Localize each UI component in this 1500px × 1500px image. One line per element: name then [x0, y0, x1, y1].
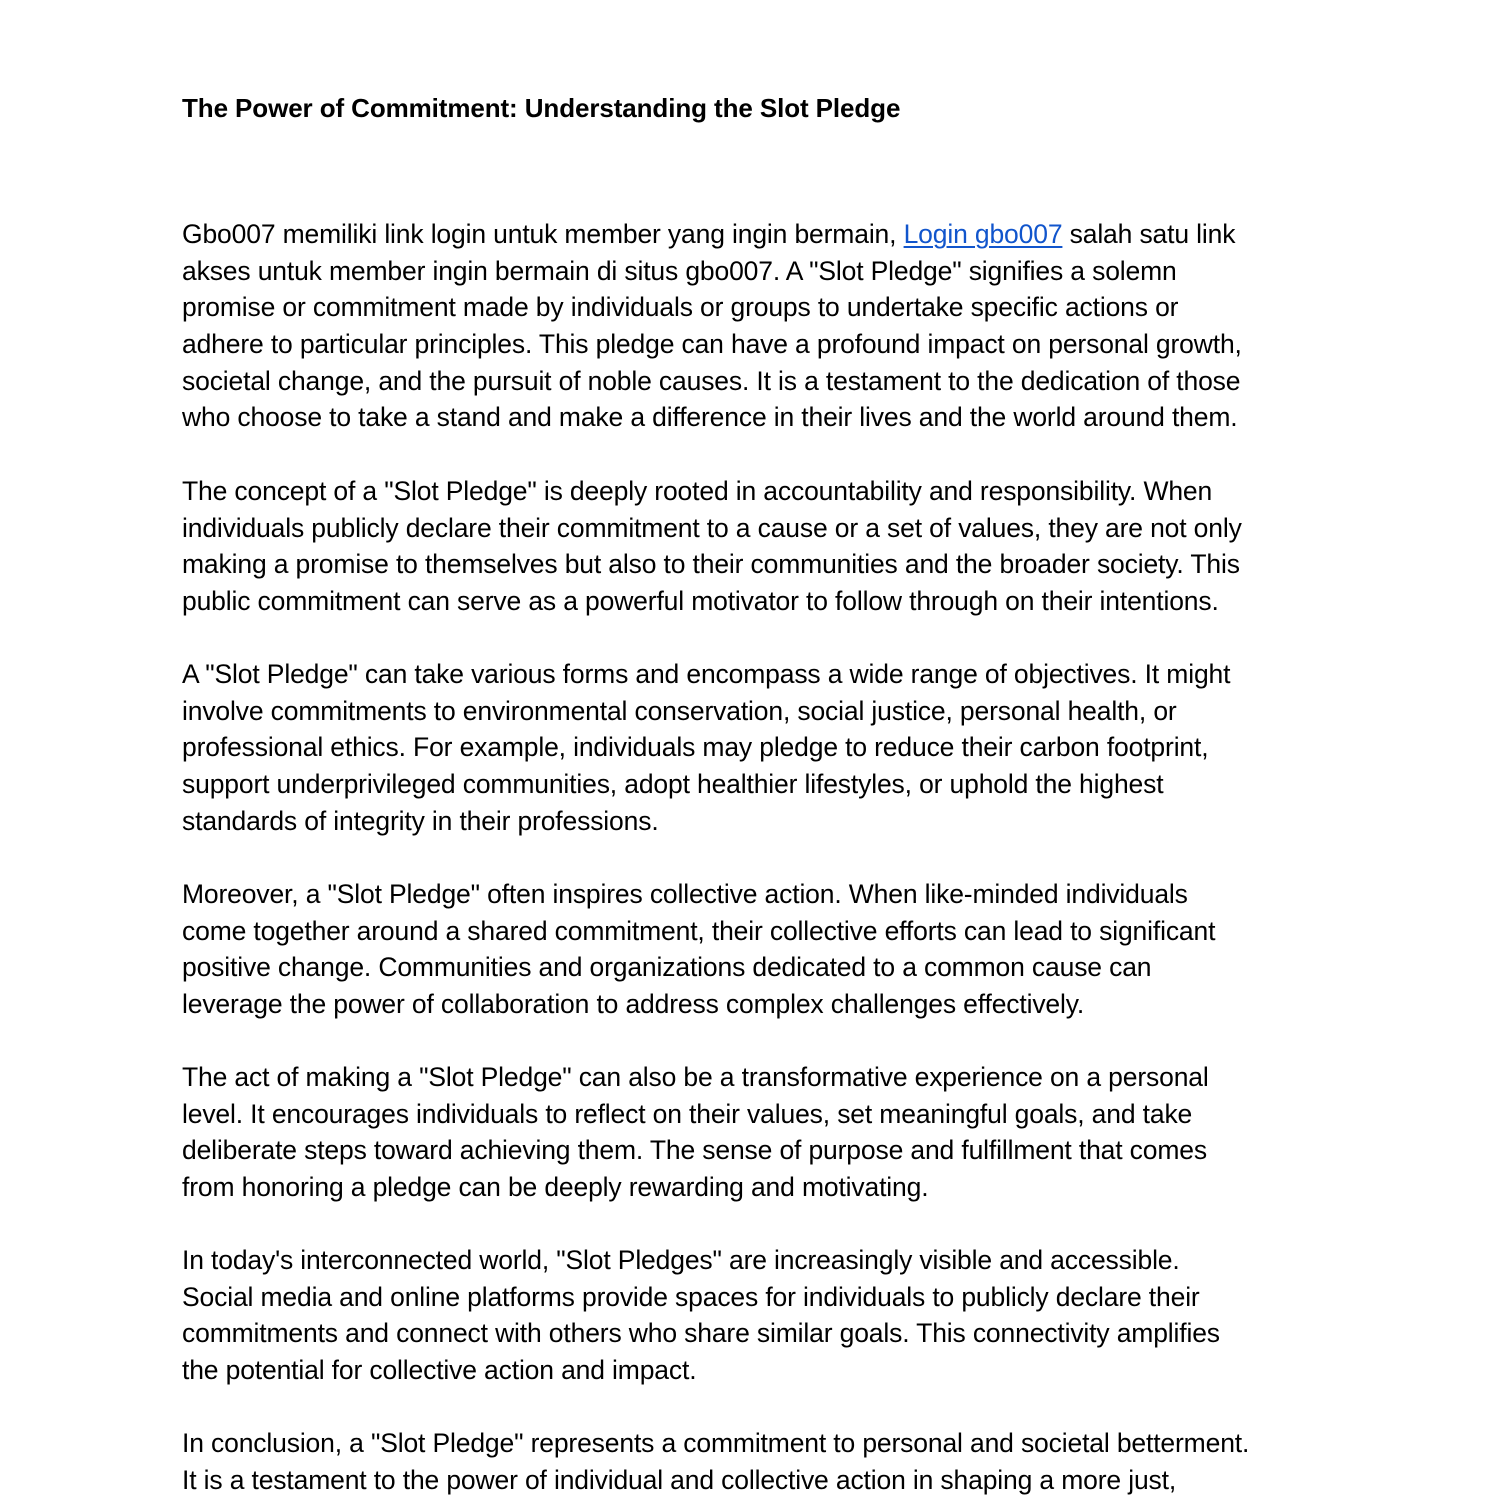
- paragraph-line: leverage the power of collaboration to address complex challenges effectively.: [182, 989, 1085, 1020]
- line-text: salah satu link: [1062, 219, 1236, 249]
- paragraph-line: level. It encourages individuals to reflect on their values, set meaningful goals, and take: [182, 1098, 1193, 1129]
- paragraph-line: deliberate steps toward achieving them. The sense of purpose and fulfillment that comes: [182, 1135, 1207, 1166]
- paragraph-intro: [182, 216, 1242, 436]
- paragraph-line: standards of integrity in their professions.: [182, 805, 659, 836]
- paragraph-line: professional ethics. For example, individuals may pledge to reduce their carbon footprint,: [182, 732, 1209, 763]
- paragraph-line: It is a testament to the power of individual and collective action in shaping a more just,: [182, 1464, 1177, 1495]
- document-title: The Power of Commitment: Understanding the Slot Pledge: [182, 93, 901, 123]
- paragraph-concept: [182, 473, 1242, 620]
- paragraph-line: societal change, and the pursuit of noble causes. It is a testament to the dedication of those: [182, 365, 1241, 396]
- paragraph-line: come together around a shared commitment, their collective efforts can lead to significant: [182, 915, 1216, 946]
- paragraph-line: In today's interconnected world, "Slot Pledges" are increasingly visible and accessible.: [182, 1245, 1180, 1275]
- paragraph-line: In conclusion, a "Slot Pledge" represents a commitment to personal and societal betterment.: [182, 1428, 1250, 1458]
- paragraph-line: making a promise to themselves but also to their communities and the broader society. This: [182, 549, 1240, 580]
- paragraph-line: positive change. Communities and organizations dedicated to a common cause can: [182, 952, 1152, 983]
- paragraph-conclusion: [182, 1425, 1249, 1498]
- paragraph-line: A "Slot Pledge" can take various forms and encompass a wide range of objectives. It might: [182, 659, 1231, 689]
- paragraph-line: individuals publicly declare their commitment to a cause or a set of values, they are not only: [182, 512, 1242, 543]
- paragraph-line: public commitment can serve as a powerful motivator to follow through on their intentions.: [182, 586, 1219, 617]
- paragraph-collective: [182, 876, 1215, 1023]
- paragraph-line: The act of making a "Slot Pledge" can also be a transformative experience on a personal: [182, 1062, 1209, 1092]
- paragraph-line: Moreover, a "Slot Pledge" often inspires collective action. When like-minded individuals: [182, 879, 1188, 909]
- paragraph-line: support underprivileged communities, adopt healthier lifestyles, or uphold the highest: [182, 769, 1164, 800]
- paragraph-transformative: [182, 1059, 1209, 1206]
- paragraph-forms: [182, 656, 1230, 839]
- line-text: Gbo007 memiliki link login untuk member yang ingin bermain,: [182, 219, 904, 249]
- paragraph-line: adhere to particular principles. This pledge can have a profound impact on personal growth,: [182, 329, 1242, 360]
- paragraph-line: who choose to take a stand and make a difference in their lives and the world around them.: [182, 402, 1238, 433]
- paragraph-line: promise or commitment made by individuals or groups to undertake specific actions or: [182, 292, 1179, 323]
- paragraph-line: akses untuk member ingin bermain di situs gbo007. A "Slot Pledge" signifies a solemn: [182, 255, 1177, 286]
- paragraph-line: [182, 216, 1242, 253]
- paragraph-interconnected: [182, 1242, 1220, 1389]
- paragraph-line: the potential for collective action and impact.: [182, 1355, 697, 1386]
- paragraph-line: Social media and online platforms provide spaces for individuals to publicly declare their: [182, 1281, 1200, 1312]
- login-gbo007-link[interactable]: Login gbo007: [903, 219, 1063, 249]
- paragraph-line: commitments and connect with others who share similar goals. This connectivity amplifies: [182, 1318, 1220, 1349]
- paragraph-line: from honoring a pledge can be deeply rewarding and motivating.: [182, 1172, 929, 1203]
- paragraph-line: The concept of a "Slot Pledge" is deeply rooted in accountability and responsibility. When: [182, 476, 1213, 506]
- paragraph-line: involve commitments to environmental conservation, social justice, personal health, or: [182, 695, 1177, 726]
